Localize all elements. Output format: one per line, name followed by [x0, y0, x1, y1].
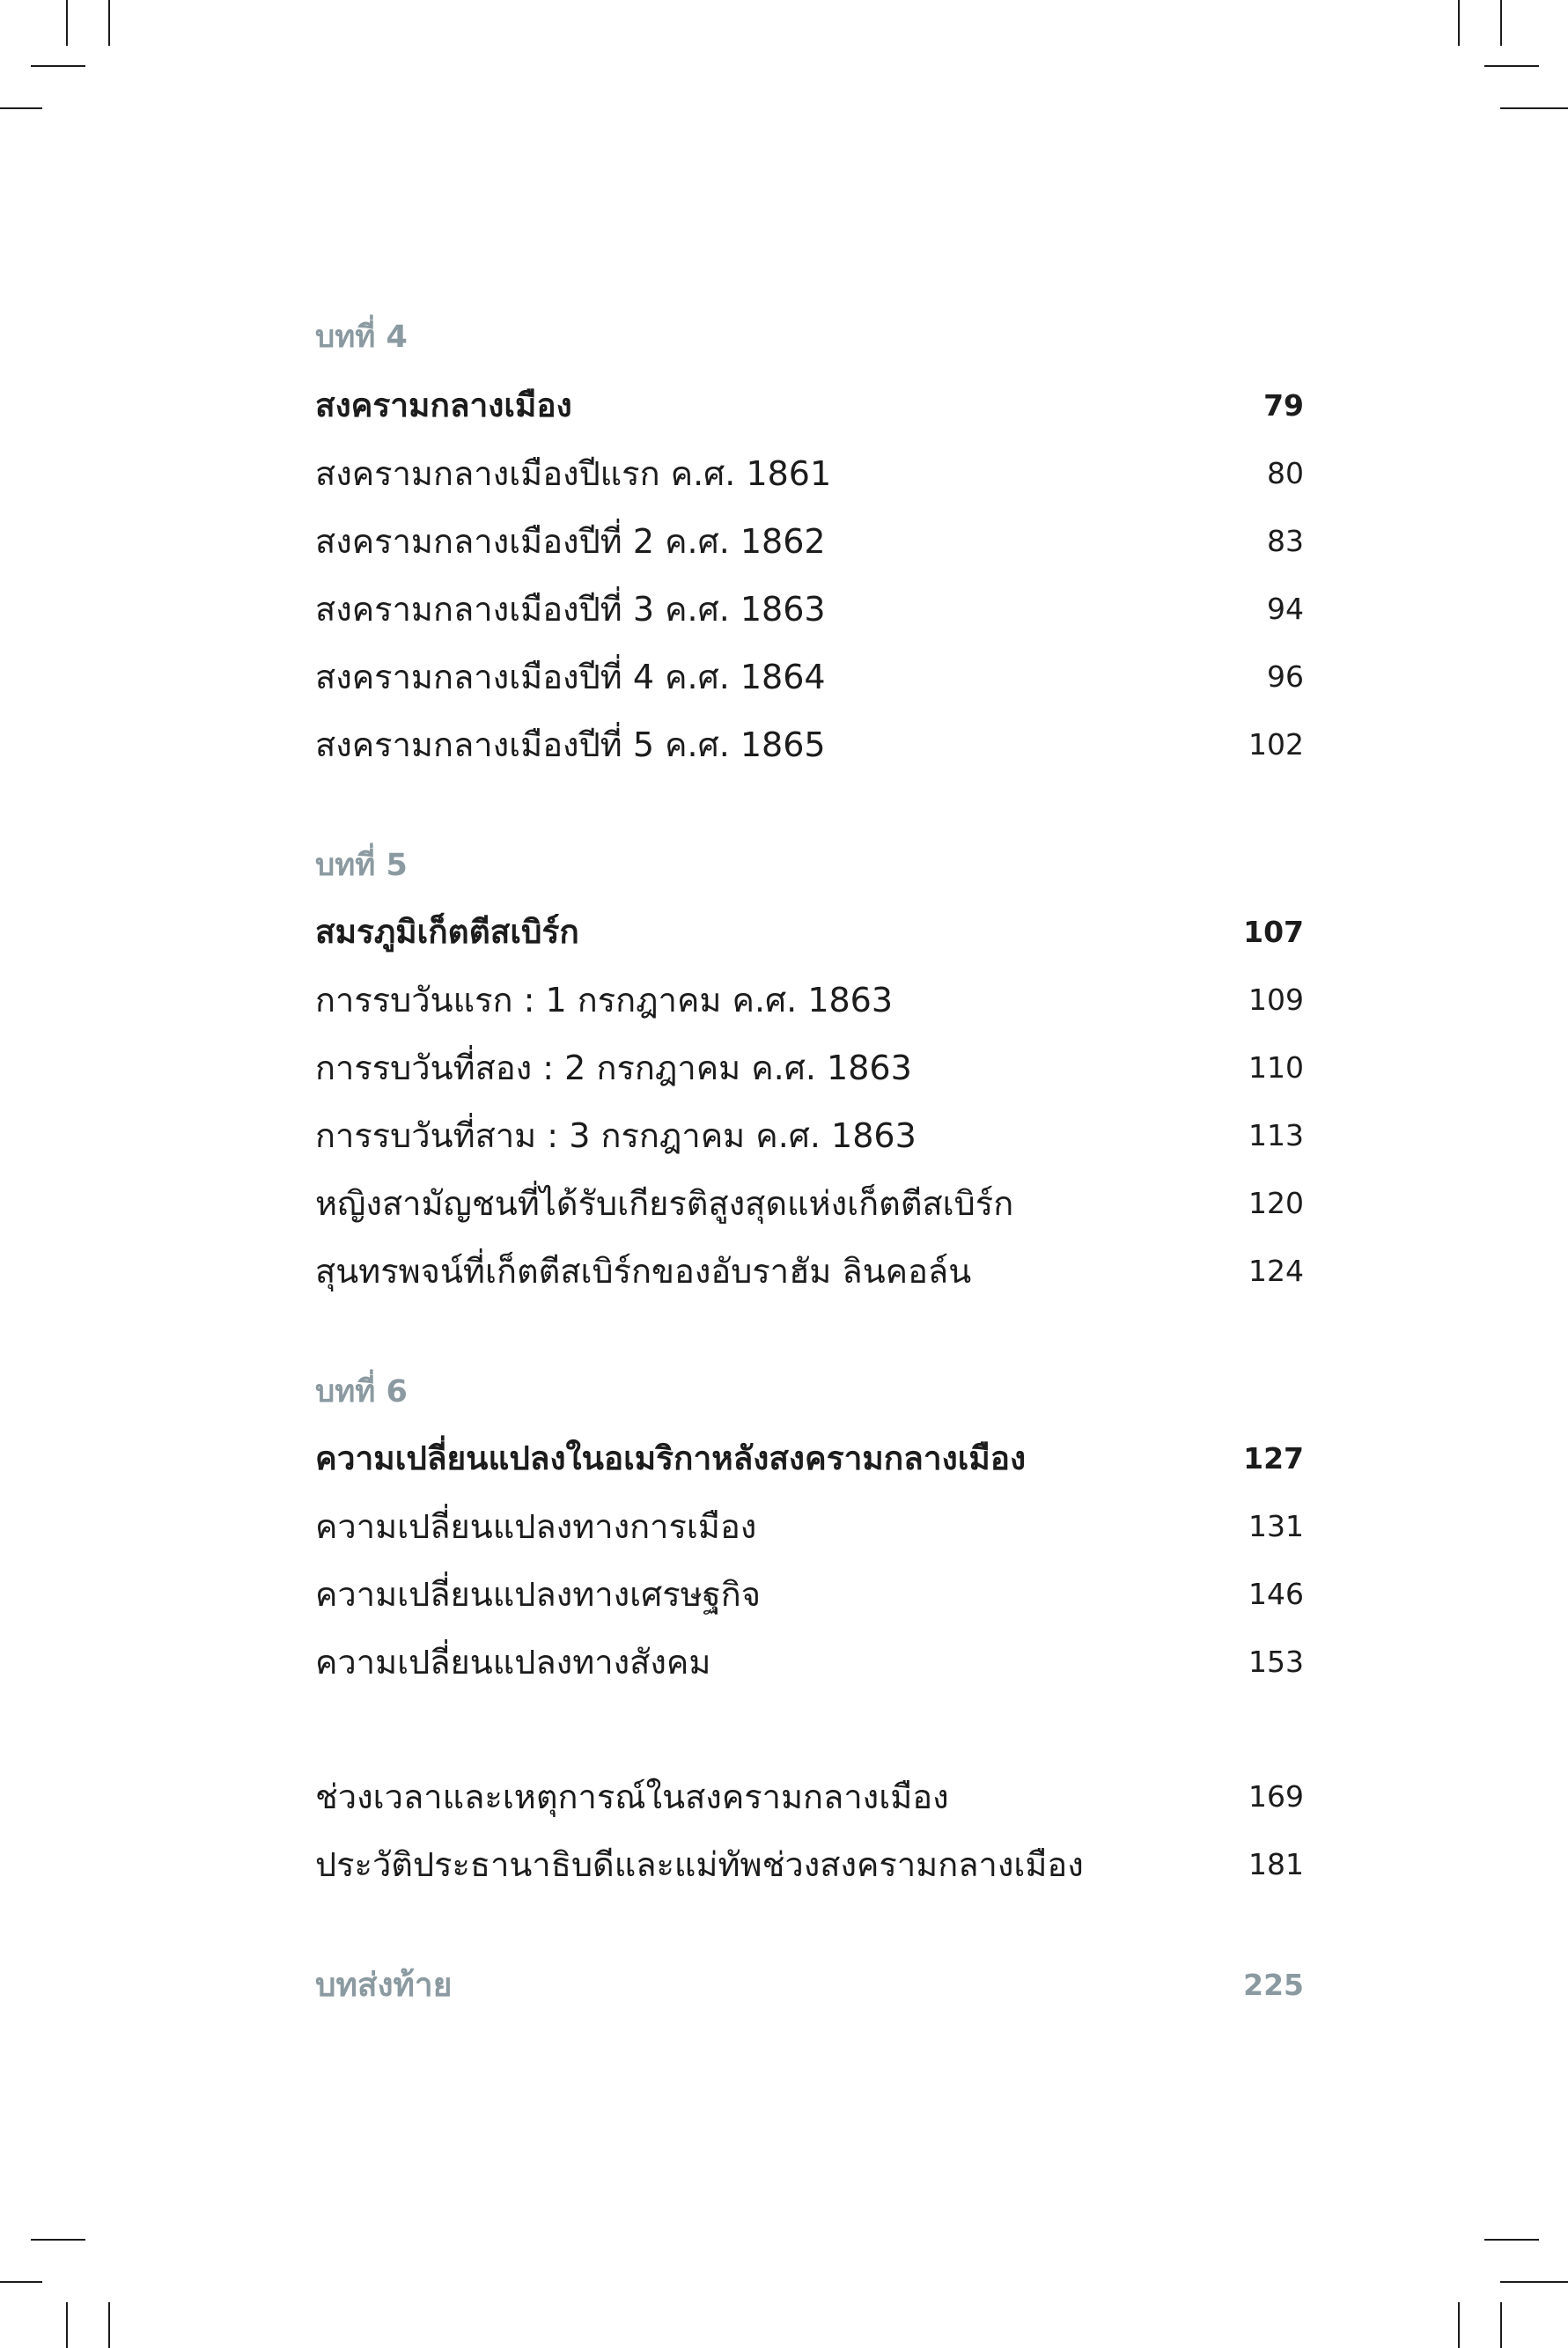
epilogue-title: บทส่งท้าย [315, 1965, 453, 2004]
appendix-entry[interactable] [315, 1837, 1304, 1890]
crop-mark [108, 0, 110, 46]
chapter-heading-title: ความเปลี่ยนแปลงในอเมริกาหลังสงครามกลางเมือง [315, 1439, 1027, 1477]
entry-title: สงครามกลางเมืองปีที่ 4 ค.ศ. 1864 [315, 657, 826, 696]
crop-mark [66, 2302, 68, 2348]
toc-entry[interactable] [315, 1176, 1304, 1229]
entry-title: สงครามกลางเมืองปีที่ 3 ค.ศ. 1863 [315, 589, 826, 629]
toc-entry[interactable] [315, 973, 1304, 1026]
page-number: 120 [1248, 1185, 1304, 1220]
page-number: 146 [1248, 1576, 1304, 1611]
crop-mark [108, 2302, 110, 2348]
entry-title: ช่วงเวลาและเหตุการณ์ในสงครามกลางเมือง [315, 1777, 949, 1816]
chapter-label: บทที่ 4 [315, 319, 408, 355]
entry-title: การรบวันแรก : 1 กรกฎาคม ค.ศ. 1863 [315, 980, 894, 1019]
toc-entry[interactable] [315, 446, 1304, 499]
epilogue-entry[interactable] [315, 1958, 1304, 2011]
entry-title: สงครามกลางเมืองปีที่ 5 ค.ศ. 1865 [315, 725, 826, 764]
entry-title: การรบวันที่สอง : 2 กรกฎาคม ค.ศ. 1863 [315, 1048, 912, 1087]
crop-mark [1500, 0, 1502, 46]
page-number: 80 [1267, 455, 1304, 490]
chapter-heading-row[interactable] [315, 379, 1304, 431]
page-number: 124 [1248, 1253, 1304, 1288]
entry-title: การรบวันที่สาม : 3 กรกฎาคม ค.ศ. 1863 [315, 1115, 917, 1155]
chapter-heading-title: สมรภูมิเก็ตตีสเบิร์ก [315, 912, 579, 951]
entry-title: สงครามกลางเมืองปีที่ 2 ค.ศ. 1862 [315, 521, 826, 561]
chapter-label: บทที่ 5 [315, 847, 408, 883]
toc-entry[interactable] [315, 1635, 1304, 1688]
entry-title: ความเปลี่ยนแปลงทางเศรษฐกิจ [315, 1574, 761, 1614]
toc-entry[interactable] [315, 650, 1304, 703]
page-number: 169 [1248, 1778, 1304, 1814]
crop-mark [1458, 2302, 1460, 2348]
crop-mark [66, 0, 68, 46]
page-number: 102 [1248, 726, 1304, 762]
crop-mark [0, 107, 42, 109]
crop-mark [1500, 2281, 1568, 2283]
crop-mark [31, 2239, 85, 2241]
entry-title: สุนทรพจน์ที่เก็ตตีสเบิร์กของอับราฮัม ลินคอล์น [315, 1251, 972, 1291]
entry-title: สงครามกลางเมืองปีแรก ค.ศ. 1861 [315, 453, 832, 493]
page-number: 79 [1263, 387, 1304, 423]
chapter-heading-row[interactable] [315, 905, 1304, 958]
toc-entry[interactable] [315, 582, 1304, 635]
page-number: 113 [1248, 1117, 1304, 1152]
crop-mark [1458, 0, 1460, 46]
page-number: 94 [1267, 591, 1304, 626]
crop-mark [1484, 65, 1539, 67]
entry-title: ความเปลี่ยนแปลงทางสังคม [315, 1642, 711, 1682]
crop-mark [1484, 2239, 1539, 2241]
page-number: 107 [1243, 914, 1304, 949]
page-number: 225 [1243, 1967, 1304, 2002]
chapter-heading-row[interactable] [315, 1432, 1304, 1484]
crop-mark [1500, 2302, 1502, 2348]
toc-entry[interactable] [315, 1244, 1304, 1297]
page-number: 110 [1248, 1049, 1304, 1085]
chapter-heading-title: สงครามกลางเมือง [315, 386, 572, 424]
toc-entry[interactable] [315, 718, 1304, 770]
toc-entry[interactable] [315, 514, 1304, 567]
toc-entry[interactable] [315, 1499, 1304, 1552]
toc-entry[interactable] [315, 1567, 1304, 1620]
page-number: 153 [1248, 1644, 1304, 1679]
toc-entry[interactable] [315, 1108, 1304, 1161]
entry-title: ความเปลี่ยนแปลงทางการเมือง [315, 1506, 757, 1546]
page-number: 131 [1248, 1508, 1304, 1543]
chapter-label: บทที่ 6 [315, 1373, 408, 1410]
crop-mark [1500, 107, 1568, 109]
entry-title: หญิงสามัญชนที่ได้รับเกียรติสูงสุดแห่งเก็ตตีสเบิร์ก [315, 1183, 1014, 1223]
crop-mark [0, 2281, 42, 2283]
page-number: 127 [1243, 1440, 1304, 1476]
page-number: 109 [1248, 982, 1304, 1017]
page-number: 181 [1248, 1846, 1304, 1881]
entry-title: ประวัติประธานาธิบดีและแม่ทัพช่วงสงครามกลางเมือง [315, 1844, 1084, 1884]
toc-entry[interactable] [315, 1041, 1304, 1093]
appendix-entry[interactable] [315, 1770, 1304, 1822]
crop-mark [31, 65, 85, 67]
page-number: 83 [1267, 523, 1304, 558]
page-number: 96 [1267, 659, 1304, 694]
